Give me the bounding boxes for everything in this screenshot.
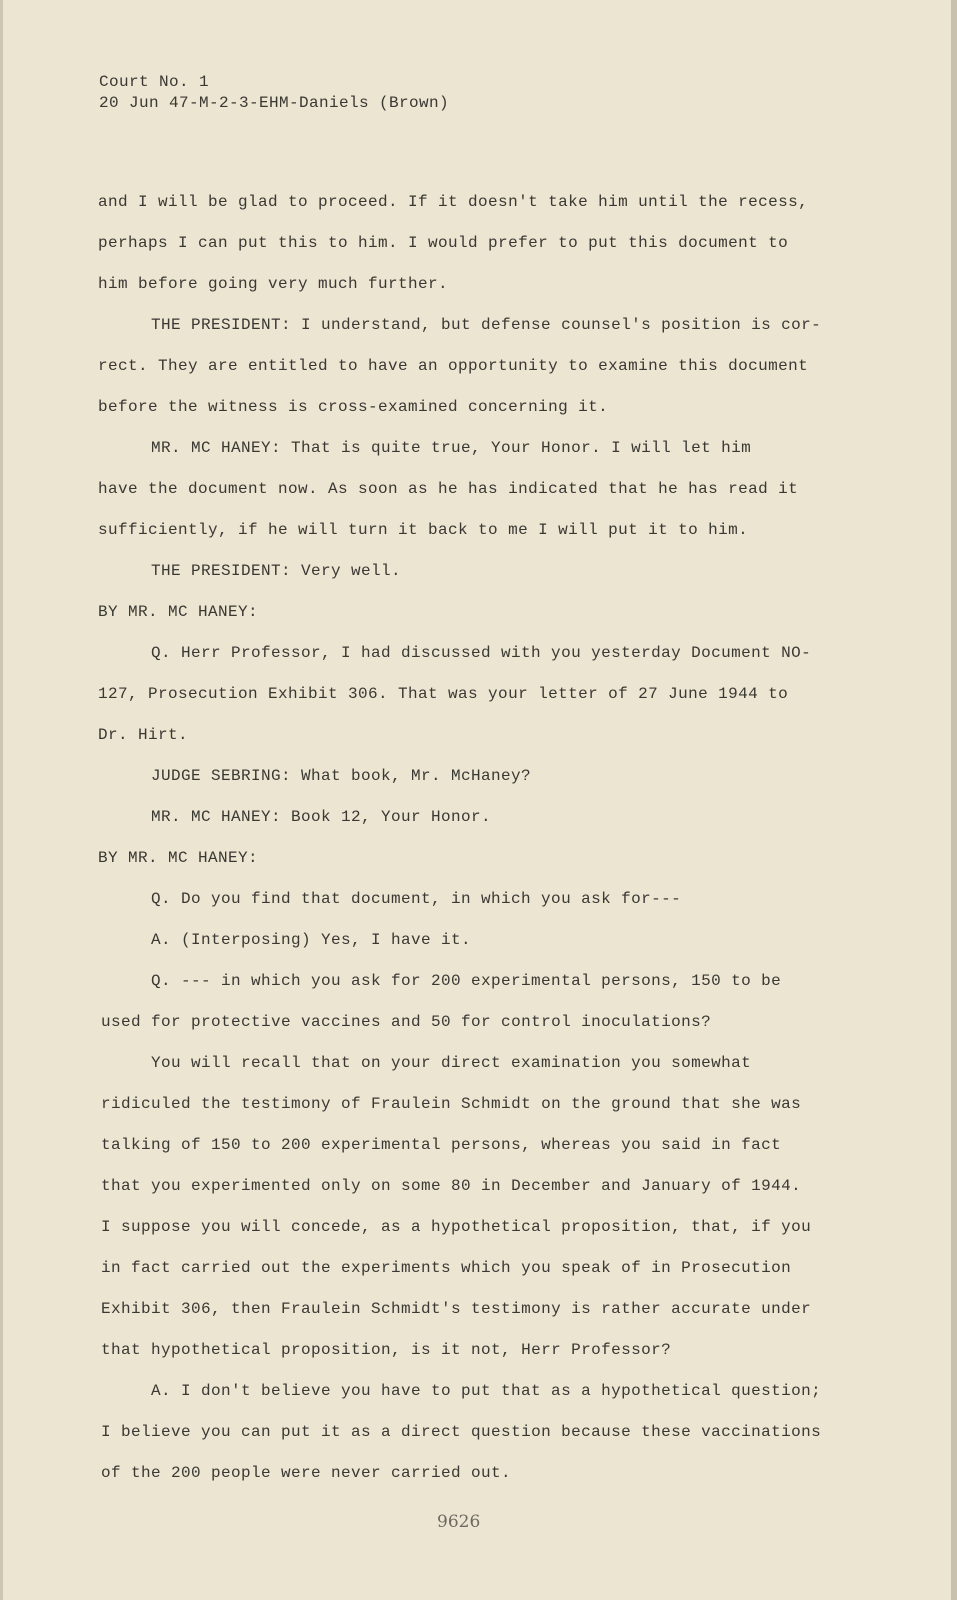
text-line: that you experimented only on some 80 in December and January of 1944. [101,1177,802,1195]
text-line: You will recall that on your direct examination you somewhat [151,1054,752,1072]
text-line: Q. --- in which you ask for 200 experimental persons, 150 to be [151,972,782,990]
text-line: that hypothetical proposition, is it not, Herr Professor? [101,1341,672,1359]
transcript-reference: 20 Jun 47-M-2-3-EHM-Daniels (Brown) [99,94,450,112]
document-header [99,72,449,114]
text-line: him before going very much further. [98,275,449,293]
text-line: used for protective vaccines and 50 for control inoculations? [101,1013,712,1031]
text-line: BY MR. MC HANEY: [98,603,259,621]
text-line: 127, Prosecution Exhibit 306. That was your letter of 27 June 1944 to [98,685,789,703]
text-line: I suppose you will concede, as a hypothetical proposition, that, if you [101,1218,812,1236]
text-line: A. I don't believe you have to put that as a hypothetical question; [151,1382,822,1400]
page-number: 9626 [437,1512,481,1532]
text-line: MR. MC HANEY: That is quite true, Your Honor. I will let him [151,439,752,457]
text-line: Q. Herr Professor, I had discussed with you yesterday Document NO- [151,644,812,662]
text-line: perhaps I can put this to him. I would prefer to put this document to [98,234,789,252]
text-line: THE PRESIDENT: I understand, but defense counsel's position is cor- [151,316,822,334]
text-line: MR. MC HANEY: Book 12, Your Honor. [151,808,492,826]
text-line: sufficiently, if he will turn it back to me I will put it to him. [98,521,749,539]
text-line: of the 200 people were never carried out. [101,1464,512,1482]
court-number: Court No. 1 [99,73,210,91]
text-line: THE PRESIDENT: Very well. [151,562,402,580]
text-line: in fact carried out the experiments which you speak of in Prosecution [101,1259,792,1277]
text-line: ridiculed the testimony of Fraulein Schmidt on the ground that she was [101,1095,802,1113]
text-line: Exhibit 306, then Fraulein Schmidt's testimony is rather accurate under [101,1300,812,1318]
text-line: rect. They are entitled to have an opportunity to examine this document [98,357,809,375]
text-line: and I will be glad to proceed. If it doesn't take him until the recess, [98,193,809,211]
text-line: before the witness is cross-examined concerning it. [98,398,609,416]
text-line: BY MR. MC HANEY: [98,849,259,867]
text-line: Q. Do you find that document, in which you ask for--- [151,890,682,908]
text-line: JUDGE SEBRING: What book, Mr. McHaney? [151,767,532,785]
text-line: A. (Interposing) Yes, I have it. [151,931,472,949]
text-line: I believe you can put it as a direct question because these vaccinations [101,1423,822,1441]
text-line: Dr. Hirt. [98,726,189,744]
text-line: talking of 150 to 200 experimental persons, whereas you said in fact [101,1136,782,1154]
text-line: have the document now. As soon as he has indicated that he has read it [98,480,799,498]
